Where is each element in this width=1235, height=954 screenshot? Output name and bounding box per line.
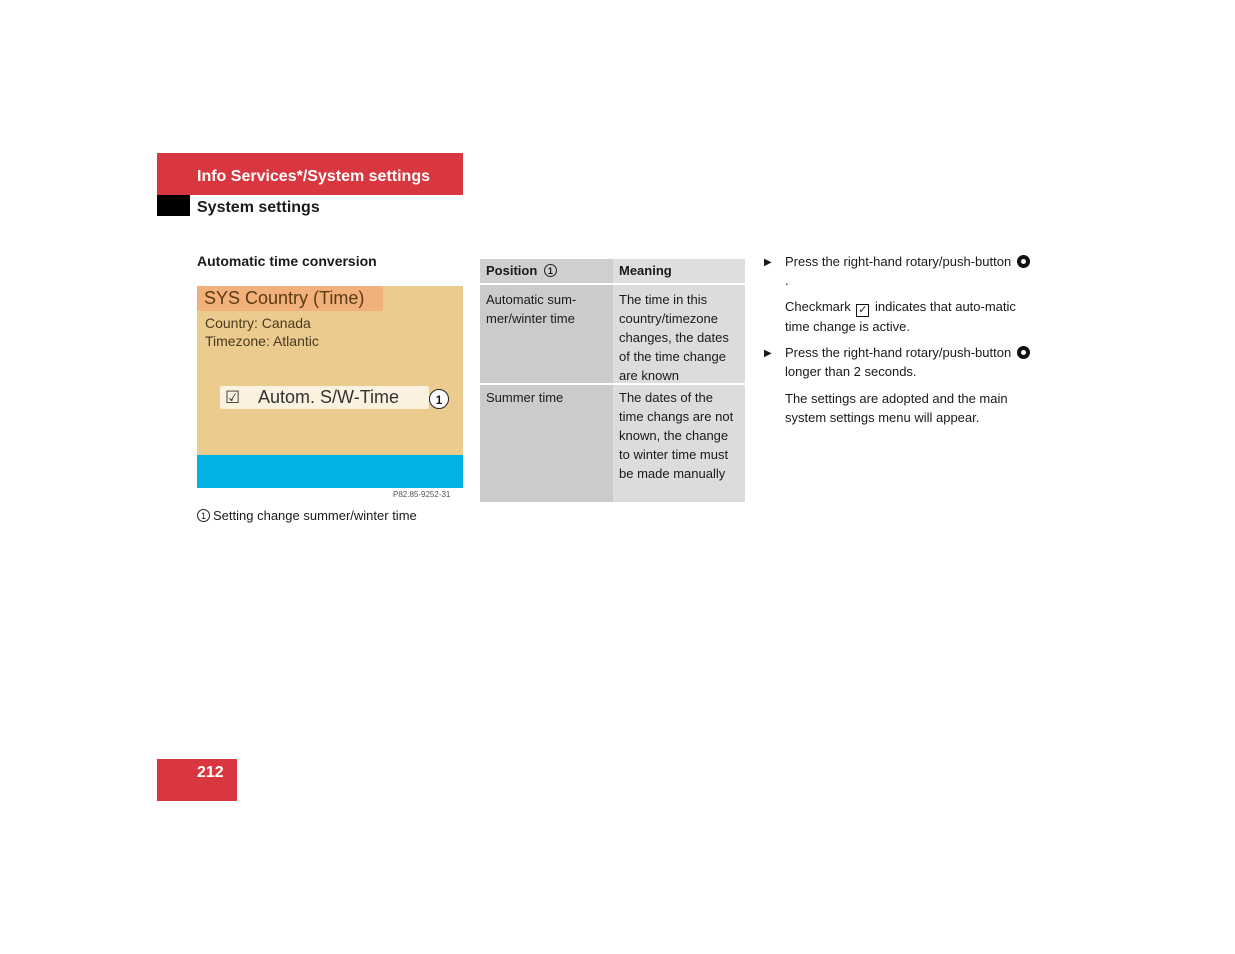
rotary-push-button-icon [1017, 255, 1030, 268]
table-row [480, 385, 745, 502]
callout-marker: 1 [429, 389, 449, 409]
display-screenshot [197, 286, 463, 488]
position-meaning-table [480, 259, 745, 502]
screen-bottom-bar [197, 455, 463, 488]
instruction-step: ▶ Press the right-hand rotary/push-button . [764, 252, 1034, 290]
callout-number-icon: 1 [544, 264, 557, 277]
rotary-push-button-icon [1017, 346, 1030, 359]
screen-option-autom-sw-time [220, 386, 429, 409]
instruction-note: Checkmark ✓ indicates that auto-matic time change is active. [785, 299, 1016, 334]
cell-meaning: The time in this country/timezone changes, the dates of the time change are known [613, 285, 745, 383]
instruction-note: The settings are adopted and the main system settings menu will appear. [785, 391, 1008, 425]
header-marker [157, 195, 190, 216]
callout-number-icon: 1 [197, 509, 210, 522]
screen-option-label: Autom. S/W-Time [258, 387, 400, 407]
arrow-right-icon: ▶ [764, 348, 772, 359]
figure-caption [197, 508, 417, 523]
header-meaning: Meaning [613, 259, 745, 283]
header-position-label: Position [486, 263, 538, 278]
cell-position: Summer time [480, 385, 613, 502]
section-title: System settings [197, 199, 320, 216]
image-reference: P82.85-9252-31 [393, 490, 451, 499]
instruction-step: ▶ Press the right-hand rotary/push-button longer than 2 seconds. [764, 343, 1034, 381]
header-position [480, 259, 613, 283]
screen-country: Country: Canada [205, 315, 311, 331]
cell-position: Automatic sum-mer/winter time [480, 285, 613, 383]
caption-text: Setting change summer/winter time [213, 508, 417, 523]
section-heading: Automatic time conversion [197, 253, 377, 269]
screen-title: SYS Country (Time) [204, 288, 365, 308]
page-number: 212 [197, 764, 224, 781]
table-row [480, 285, 745, 383]
checkmark-icon: ☑ [225, 388, 241, 407]
screen-timezone: Timezone: Atlantic [205, 333, 319, 349]
cell-meaning: The dates of the time changs are not known, the change to winter time must be made manually [613, 385, 745, 502]
chapter-title: Info Services*/System settings [197, 168, 430, 185]
instructions [764, 252, 1034, 427]
arrow-right-icon: ▶ [764, 257, 772, 268]
checkmark-box-icon: ✓ [858, 304, 868, 316]
table-header-row [480, 259, 745, 283]
